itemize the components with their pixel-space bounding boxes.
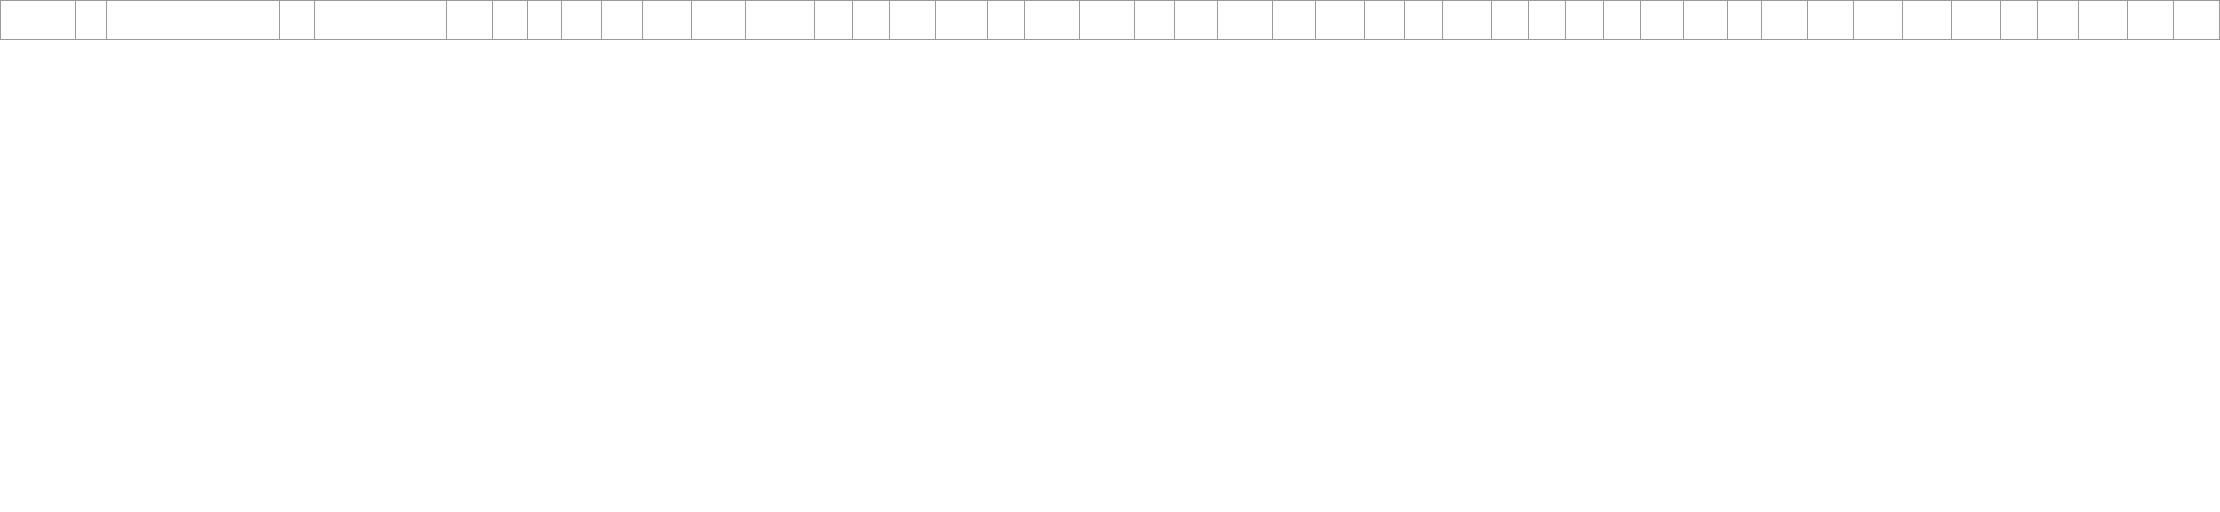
column-header-ast[interactable]: [527, 1, 562, 40]
column-header-tckk[interactable]: [1603, 1, 1640, 40]
column-header-name[interactable]: [107, 1, 280, 40]
column-header-hdrsw90[interactable]: [2078, 1, 2127, 40]
column-header-tckw[interactable]: [1566, 1, 1603, 40]
column-header-crca[interactable]: [890, 1, 936, 40]
column-header-avrat[interactable]: [642, 1, 691, 40]
column-header-gls[interactable]: [493, 1, 528, 40]
column-header-shtpct90[interactable]: [1952, 1, 2001, 40]
column-header-tckr[interactable]: [1641, 1, 1684, 40]
table-header: [1, 1, 2220, 40]
column-header-shotpct[interactable]: [1903, 1, 1952, 40]
column-header-hdrpct[interactable]: [2173, 1, 2219, 40]
column-header-pas[interactable]: [1175, 1, 1218, 40]
column-header-age[interactable]: [280, 1, 315, 40]
column-header-kps90[interactable]: [1316, 1, 1365, 40]
column-header-cra[interactable]: [815, 1, 852, 40]
column-header-hdrs[interactable]: [2038, 1, 2078, 40]
squad-stats-table: [0, 0, 2220, 40]
column-header-psc90[interactable]: [1080, 1, 1135, 40]
column-header-possel[interactable]: [1, 1, 76, 40]
column-header-shots[interactable]: [1808, 1, 1854, 40]
column-header-apps[interactable]: [447, 1, 493, 40]
column-header-kpas[interactable]: [1365, 1, 1405, 40]
column-header-drb[interactable]: [1405, 1, 1442, 40]
column-header-chc[interactable]: [988, 1, 1025, 40]
column-header-mins[interactable]: [602, 1, 642, 40]
column-header-shot90[interactable]: [1854, 1, 1903, 40]
column-header-tckv[interactable]: [1529, 1, 1566, 40]
column-header-pens[interactable]: [562, 1, 602, 40]
column-header-itc[interactable]: [1727, 1, 1762, 40]
column-header-psa[interactable]: [1272, 1, 1315, 40]
column-header-distance[interactable]: [746, 1, 815, 40]
column-header-khdrs[interactable]: [2127, 1, 2173, 40]
column-header-gls90[interactable]: [1762, 1, 1808, 40]
column-header-psc[interactable]: [1134, 1, 1174, 40]
column-header-int90[interactable]: [1684, 1, 1727, 40]
table-header-row: [1, 1, 2220, 40]
column-header-crc[interactable]: [852, 1, 889, 40]
column-header-drbpg[interactable]: [1442, 1, 1491, 40]
column-header-sht[interactable]: [2000, 1, 2037, 40]
column-header-chc90[interactable]: [1025, 1, 1080, 40]
column-header-inf[interactable]: [75, 1, 107, 40]
column-header-tck[interactable]: [1491, 1, 1528, 40]
column-header-asts90[interactable]: [936, 1, 988, 40]
column-header-psa90[interactable]: [1218, 1, 1273, 40]
column-header-position[interactable]: [314, 1, 446, 40]
column-header-dist90[interactable]: [691, 1, 746, 40]
